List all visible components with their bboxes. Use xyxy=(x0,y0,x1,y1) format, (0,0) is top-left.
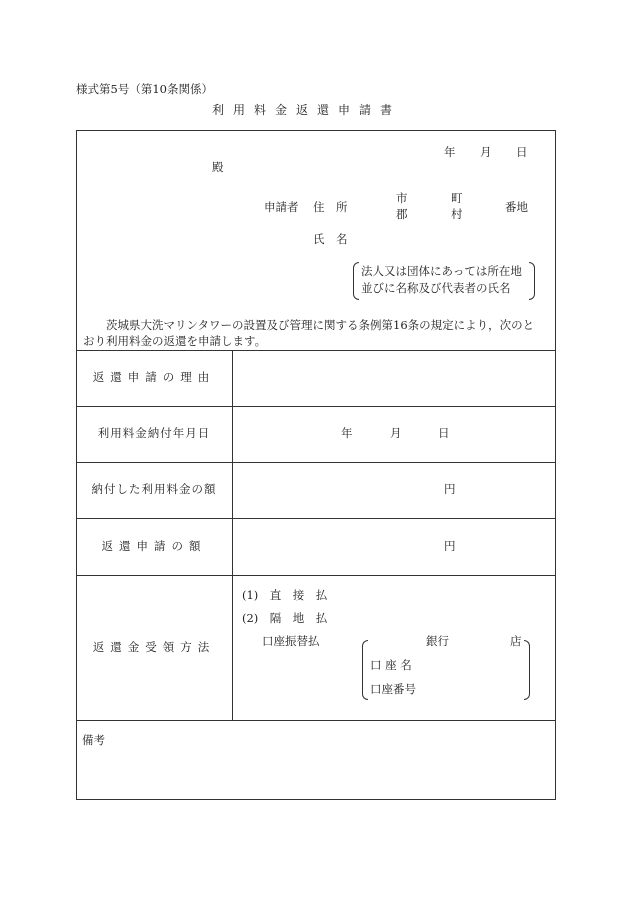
method-remote: (2) 隔 地 払 xyxy=(242,611,328,625)
date-day: 日 xyxy=(516,145,528,159)
form-title: 利用料金返還申請書 xyxy=(212,103,402,117)
label-reason: 返還申請の理由 xyxy=(92,370,216,384)
remarks-label: 備考 xyxy=(82,733,105,747)
paid-amount-unit: 円 xyxy=(444,482,456,496)
refund-amount-unit: 円 xyxy=(444,539,456,553)
address-label: 住 所 xyxy=(313,200,348,214)
form-number: 様式第5号（第10条関係） xyxy=(76,82,213,96)
declaration-line1: 茨城県大洗マリンタワーの設置及び管理に関する条例第16条の規定により，次のと xyxy=(106,318,535,332)
account-bracket-left xyxy=(362,640,368,700)
note-bracket-left xyxy=(353,262,359,300)
county-label: 郡 xyxy=(396,207,408,221)
divider-row4 xyxy=(76,575,556,576)
form-frame xyxy=(76,130,556,800)
account-name-label: 口 座 名 xyxy=(370,658,412,672)
addressee-honorific: 殿 xyxy=(212,160,224,174)
town-label: 町 xyxy=(451,191,463,205)
paid-date-day: 日 xyxy=(438,426,450,440)
banchi-label: 番地 xyxy=(505,200,528,214)
column-divider xyxy=(232,350,233,720)
divider-row1 xyxy=(76,406,556,407)
label-paid-date: 利用料金納付年月日 xyxy=(97,426,211,440)
label-receipt-method: 返還金受領方法 xyxy=(92,640,216,654)
paid-date-year: 年 xyxy=(341,426,353,440)
paid-date-month: 月 xyxy=(390,426,402,440)
account-bracket-right xyxy=(524,640,530,700)
note-bracket-right xyxy=(529,262,535,300)
date-year: 年 xyxy=(444,145,456,159)
branch-label: 店 xyxy=(510,634,522,648)
village-label: 村 xyxy=(451,207,463,221)
corp-note-line2: 並びに名称及び代表者の氏名 xyxy=(361,281,511,295)
corp-note-line1: 法人又は団体にあっては所在地 xyxy=(361,264,522,278)
divider-row2 xyxy=(76,462,556,463)
city-label: 市 xyxy=(396,191,408,205)
method-direct: (1) 直 接 払 xyxy=(242,588,328,602)
label-refund-amount: 返還申請の額 xyxy=(101,539,207,553)
divider-header xyxy=(76,350,556,351)
applicant-label: 申請者 xyxy=(264,200,299,214)
divider-row3 xyxy=(76,518,556,519)
account-number-label: 口座番号 xyxy=(370,682,416,696)
divider-row5 xyxy=(76,720,556,721)
date-month: 月 xyxy=(480,145,492,159)
bank-label: 銀行 xyxy=(426,634,449,648)
label-paid-amount: 納付した利用料金の額 xyxy=(91,482,217,496)
declaration-line2: おり利用料金の返還を申請します。 xyxy=(83,334,267,348)
method-transfer: 口座振替払 xyxy=(262,634,320,648)
name-label: 氏 名 xyxy=(313,232,348,246)
